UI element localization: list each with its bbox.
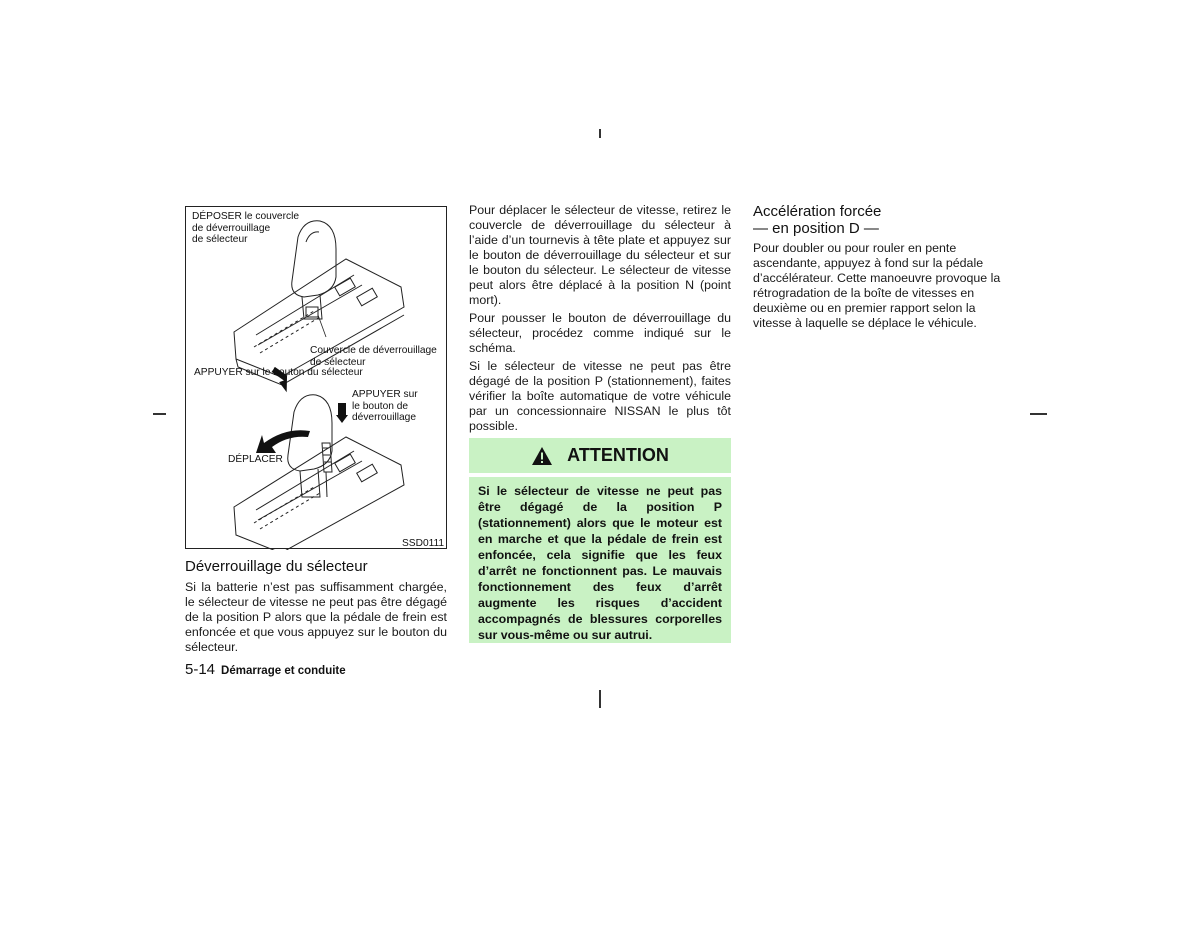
middle-paragraph-3: Si le sélecteur de vitesse ne peut pas être dégagé de la position P (stationnement), faites vérifier la boîte automatique de votre véhicule par un concessionnaire NISSAN le plus tôt possible. [469,359,731,433]
figure-label-couvercle: Couvercle de déverrouillage de sélecteur [310,345,437,368]
shifter-release-figure [185,206,447,549]
left-crop-mark [153,413,166,415]
figure-code: SSD0111 [402,538,445,549]
right-column-body [753,241,1015,331]
attention-text: Si le sélecteur de vitesse ne peut pas être dégagé de la position P (stationnement) alors que le moteur est en marche et que la pédale de frein est enfoncée, cela signifie que les feux d’arrêt ne fonctionnent pas. Le mauvais fonctionnement des feux d’arrêt augmente les risques d’accident accompagnés de blessures corporelles sur vous-même ou sur autrui. [478,484,722,642]
section-heading-deverrouillage: Déverrouillage du sélecteur [185,558,368,575]
section-title: Démarrage et conduite [221,665,346,677]
middle-paragraph-2: Pour pousser le bouton de déverrouillage du sélecteur, procédez comme indiqué sur le schéma. [469,311,731,355]
page-number: 5-14 [185,661,216,678]
attention-header [469,438,731,473]
top-crop-mark [599,129,601,138]
attention-title: ATTENTION [567,445,669,465]
warning-triangle-icon [531,446,553,466]
bottom-crop-mark [599,690,601,708]
left-body-paragraph: Si la batterie n’est pas suffisamment chargée, le sélecteur de vitesse ne peut pas être dégagé de la position P alors que la pédale de frein est enfoncée et que vous appuyez sur le bouton du sélecteur. [185,580,447,654]
page-footer [185,661,346,679]
right-crop-mark [1030,413,1047,415]
section-heading-acceleration: Accélération forcée [753,203,882,220]
figure-label-appuyer-bouton: APPUYER sur le bouton du sélecteur [194,367,363,378]
figure-label-appuyer-deverrouillage: APPUYER sur le bouton de déverrouillage [352,389,418,423]
shifter-illustration [186,207,448,550]
left-column-body [185,580,447,655]
middle-column [469,203,731,434]
figure-label-deplacer: DÉPLACER [228,454,283,465]
right-body-paragraph: Pour doubler ou pour rouler en pente ascendante, appuyez à fond sur la pédale d’accélérateur. Cette manoeuvre provoque la rétrogradation de la boîte de vitesses en deuxième ou en premier rapport selon la vitesse à laquelle se déplace le véhicule. [753,241,1001,330]
middle-paragraph-1: Pour déplacer le sélecteur de vitesse, retirez le couvercle de déverrouillage du sélecteur à l’aide d’un tournevis à tête plate et appuyez sur le bouton de déverrouillage du sélecteur et sur le bouton du sélecteur. Le sélecteur de vitesse peut alors être déplacé à la position N (point mort). [469,203,731,307]
section-subheading-position-d: — en position D — [753,220,879,237]
attention-body [469,477,731,643]
figure-label-depose: DÉPOSER le couvercle de déverrouillage de sélecteur [192,211,300,245]
